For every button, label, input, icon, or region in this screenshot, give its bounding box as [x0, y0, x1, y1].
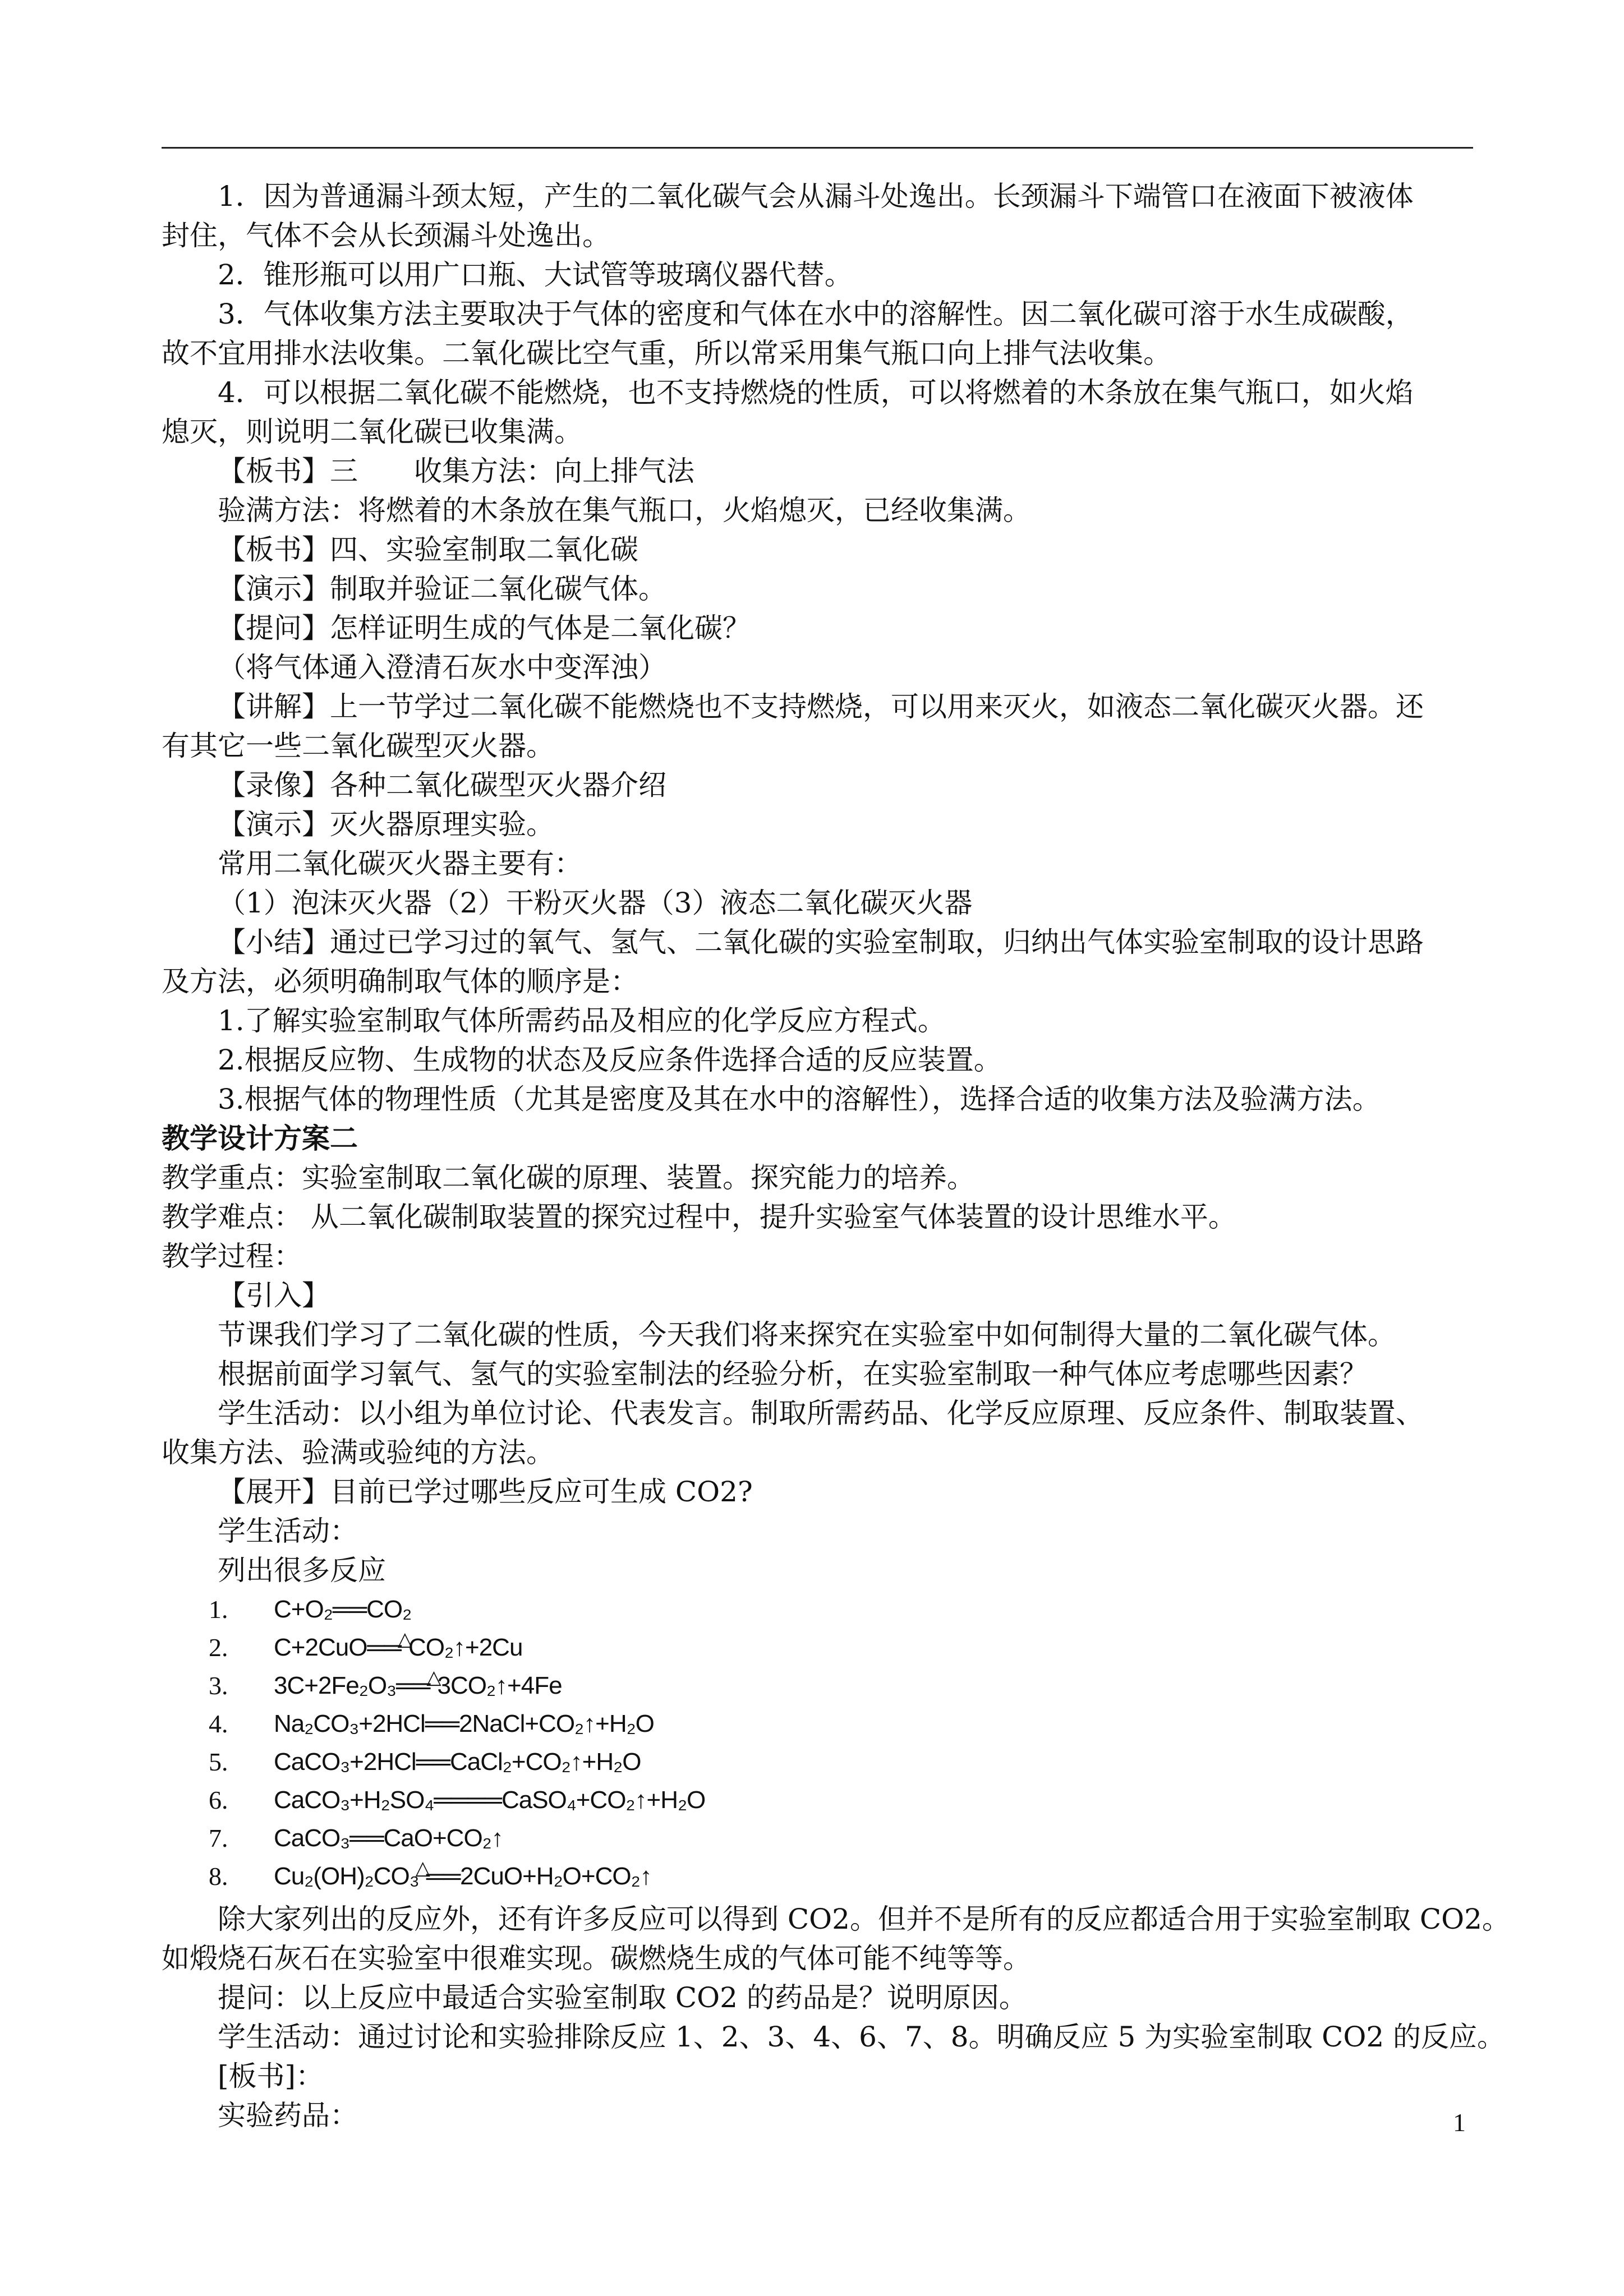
paragraph-line: [板书]： [218, 2060, 324, 2092]
equation-number: 8. [209, 1862, 228, 1891]
paragraph-line: 4．可以根据二氧化碳不能燃烧，也不支持燃烧的性质，可以将燃着的木条放在集气瓶口，如火焰 [218, 376, 1414, 409]
equation-number: 6. [209, 1786, 228, 1814]
paragraph-line: 节课我们学习了二氧化碳的性质，今天我们将来探究在实验室中如何制得大量的二氧化碳气体。 [218, 1318, 1396, 1351]
paragraph-line: 教学过程： [162, 1240, 302, 1273]
paragraph-line: 熄灭，则说明二氧化碳已收集满。 [162, 416, 582, 448]
paragraph-line: 有其它一些二氧化碳型灭火器。 [162, 730, 554, 762]
paragraph-line: 学生活动：通过讨论和实验排除反应 1、2、3、4、6、7、8。明确反应 5 为实验室制取 CO2 的反应。 [218, 2021, 1506, 2053]
paragraph-line: 【演示】制取并验证二氧化碳气体。 [218, 573, 666, 605]
equation-number: 7. [209, 1824, 228, 1852]
paragraph-line: 【引入】 [218, 1279, 330, 1312]
paragraph-line: 教学难点： 从二氧化碳制取装置的探究过程中，提升实验室气体装置的设计思维水平。 [162, 1201, 1236, 1233]
paragraph-line: 如煅烧石灰石在实验室中很难实现。碳燃烧生成的气体可能不纯等等。 [162, 1942, 1031, 1975]
equation-text: C+2CuO══△CO₂↑+2Cu [274, 1629, 523, 1661]
equation-text: Cu₂(OH)₂CO₃△══2CuO+H₂O+CO₂↑ [274, 1857, 652, 1890]
paragraph-line: 【小结】通过已学习过的氧气、氢气、二氧化碳的实验室制取，归纳出气体实验室制取的设计思路 [218, 926, 1424, 958]
paragraph-line: （1）泡沫灭火器（2）干粉灭火器（3）液态二氧化碳灭火器 [218, 887, 973, 919]
paragraph-line: 根据前面学习氧气、氢气的实验室制法的经验分析，在实验室制取一种气体应考虑哪些因素？ [218, 1358, 1368, 1390]
equation-text: Na₂CO₃+2HCl══2NaCl+CO₂↑+H₂O [274, 1710, 654, 1737]
equation-reactants: 3C+2Fe₂O₃ [274, 1672, 396, 1699]
section-heading: 教学设计方案二 [162, 1122, 358, 1155]
equation-text: 3C+2Fe₂O₃══△3CO₂↑+4Fe [274, 1667, 562, 1699]
paragraph-line: 封住，气体不会从长颈漏斗处逸出。 [162, 219, 610, 252]
paragraph-line: 【讲解】上一节学过二氧化碳不能燃烧也不支持燃烧，可以用来灭火，如液态二氧化碳灭火器。还 [218, 690, 1424, 723]
equation-products: 2CuO+H₂O+CO₂↑ [460, 1862, 652, 1890]
paragraph-line: 验满方法：将燃着的木条放在集气瓶口，火焰熄灭，已经收集满。 [218, 494, 1031, 527]
paragraph-line: 2．锥形瓶可以用广口瓶、大试管等玻璃仪器代替。 [218, 259, 853, 291]
paragraph-line: 学生活动：以小组为单位讨论、代表发言。制取所需药品、化学反应原理、反应条件、制取装置、 [218, 1397, 1424, 1430]
equation-reactants: C+2CuO [274, 1634, 367, 1661]
paragraph-line: 教学重点：实验室制取二氧化碳的原理、装置。探究能力的培养。 [162, 1161, 975, 1194]
equation-number: 5. [209, 1748, 228, 1776]
equation-number: 1. [209, 1595, 228, 1624]
equation-text: C+O₂══CO₂ [274, 1596, 412, 1623]
equation-number: 4. [209, 1709, 228, 1738]
paragraph-line: 【提问】怎样证明生成的气体是二氧化碳？ [218, 612, 751, 644]
paragraph-line: 列出很多反应 [218, 1554, 386, 1587]
paragraph-line: 3.根据气体的物理性质（尤其是密度及其在水中的溶解性），选择合适的收集方法及验满方法。 [218, 1083, 1381, 1115]
paragraph-line: （将气体通入澄清石灰水中变浑浊） [218, 651, 666, 684]
equation-text: CaCO₃+H₂SO₄════CaSO₄+CO₂↑+H₂O [274, 1786, 706, 1814]
paragraph-line: 1.了解实验室制取气体所需药品及相应的化学反应方程式。 [218, 1004, 946, 1037]
paragraph-line: 常用二氧化碳灭火器主要有： [218, 847, 582, 880]
paragraph-line: 【演示】灭火器原理实验。 [218, 808, 554, 841]
paragraph-line: 3．气体收集方法主要取决于气体的密度和气体在水中的溶解性。因二氧化碳可溶于水生成碳酸， [218, 298, 1414, 330]
paragraph-line: 【录像】各种二氧化碳型灭火器介绍 [218, 769, 666, 801]
paragraph-line: 2.根据反应物、生成物的状态及反应条件选择合适的反应装置。 [218, 1044, 1002, 1076]
paragraph-line: 学生活动： [218, 1515, 358, 1547]
heat-triangle-icon: △ [426, 1667, 441, 1688]
paragraph-line: 收集方法、验满或验纯的方法。 [162, 1436, 554, 1469]
paragraph-line: 【板书】三 收集方法：向上排气法 [218, 455, 694, 487]
equation-number: 2. [209, 1633, 228, 1662]
heat-triangle-icon: △ [397, 1629, 412, 1650]
paragraph-line: 【板书】四、实验室制取二氧化碳 [218, 533, 638, 566]
paragraph-line: 1．因为普通漏斗颈太短，产生的二氧化碳气会从漏斗处逸出。长颈漏斗下端管口在液面下被液体 [218, 180, 1414, 213]
paragraph-line: 提问：以上反应中最适合实验室制取 CO2 的药品是？说明原因。 [218, 1981, 1027, 2014]
equation-text: CaCO₃+2HCl══CaCl₂+CO₂↑+H₂O [274, 1748, 641, 1776]
paragraph-line: 故不宜用排水法收集。二氧化碳比空气重，所以常采用集气瓶口向上排气法收集。 [162, 337, 1171, 370]
equation-number: 3. [209, 1671, 228, 1700]
equation-text: CaCO₃══CaO+CO₂↑ [274, 1824, 503, 1852]
equation-products: 3CO₂↑+4Fe [437, 1672, 562, 1699]
equation-products: CO₂↑+2Cu [408, 1634, 523, 1661]
paragraph-line: 除大家列出的反应外，还有许多反应可以得到 CO2。但并不是所有的反应都适合用于实验室制取 CO2。 [218, 1903, 1510, 1935]
heat-triangle-icon: △ [415, 1857, 430, 1879]
equation-reactants: Cu₂(OH)₂CO₃ [274, 1862, 419, 1890]
paragraph-line: 【展开】目前已学过哪些反应可生成 CO2? [218, 1476, 753, 1508]
page-number: 1 [1453, 2108, 1466, 2137]
paragraph-line: 实验药品： [218, 2099, 358, 2132]
header-rule [162, 147, 1473, 149]
paragraph-line: 及方法，必须明确制取气体的顺序是： [162, 965, 638, 998]
